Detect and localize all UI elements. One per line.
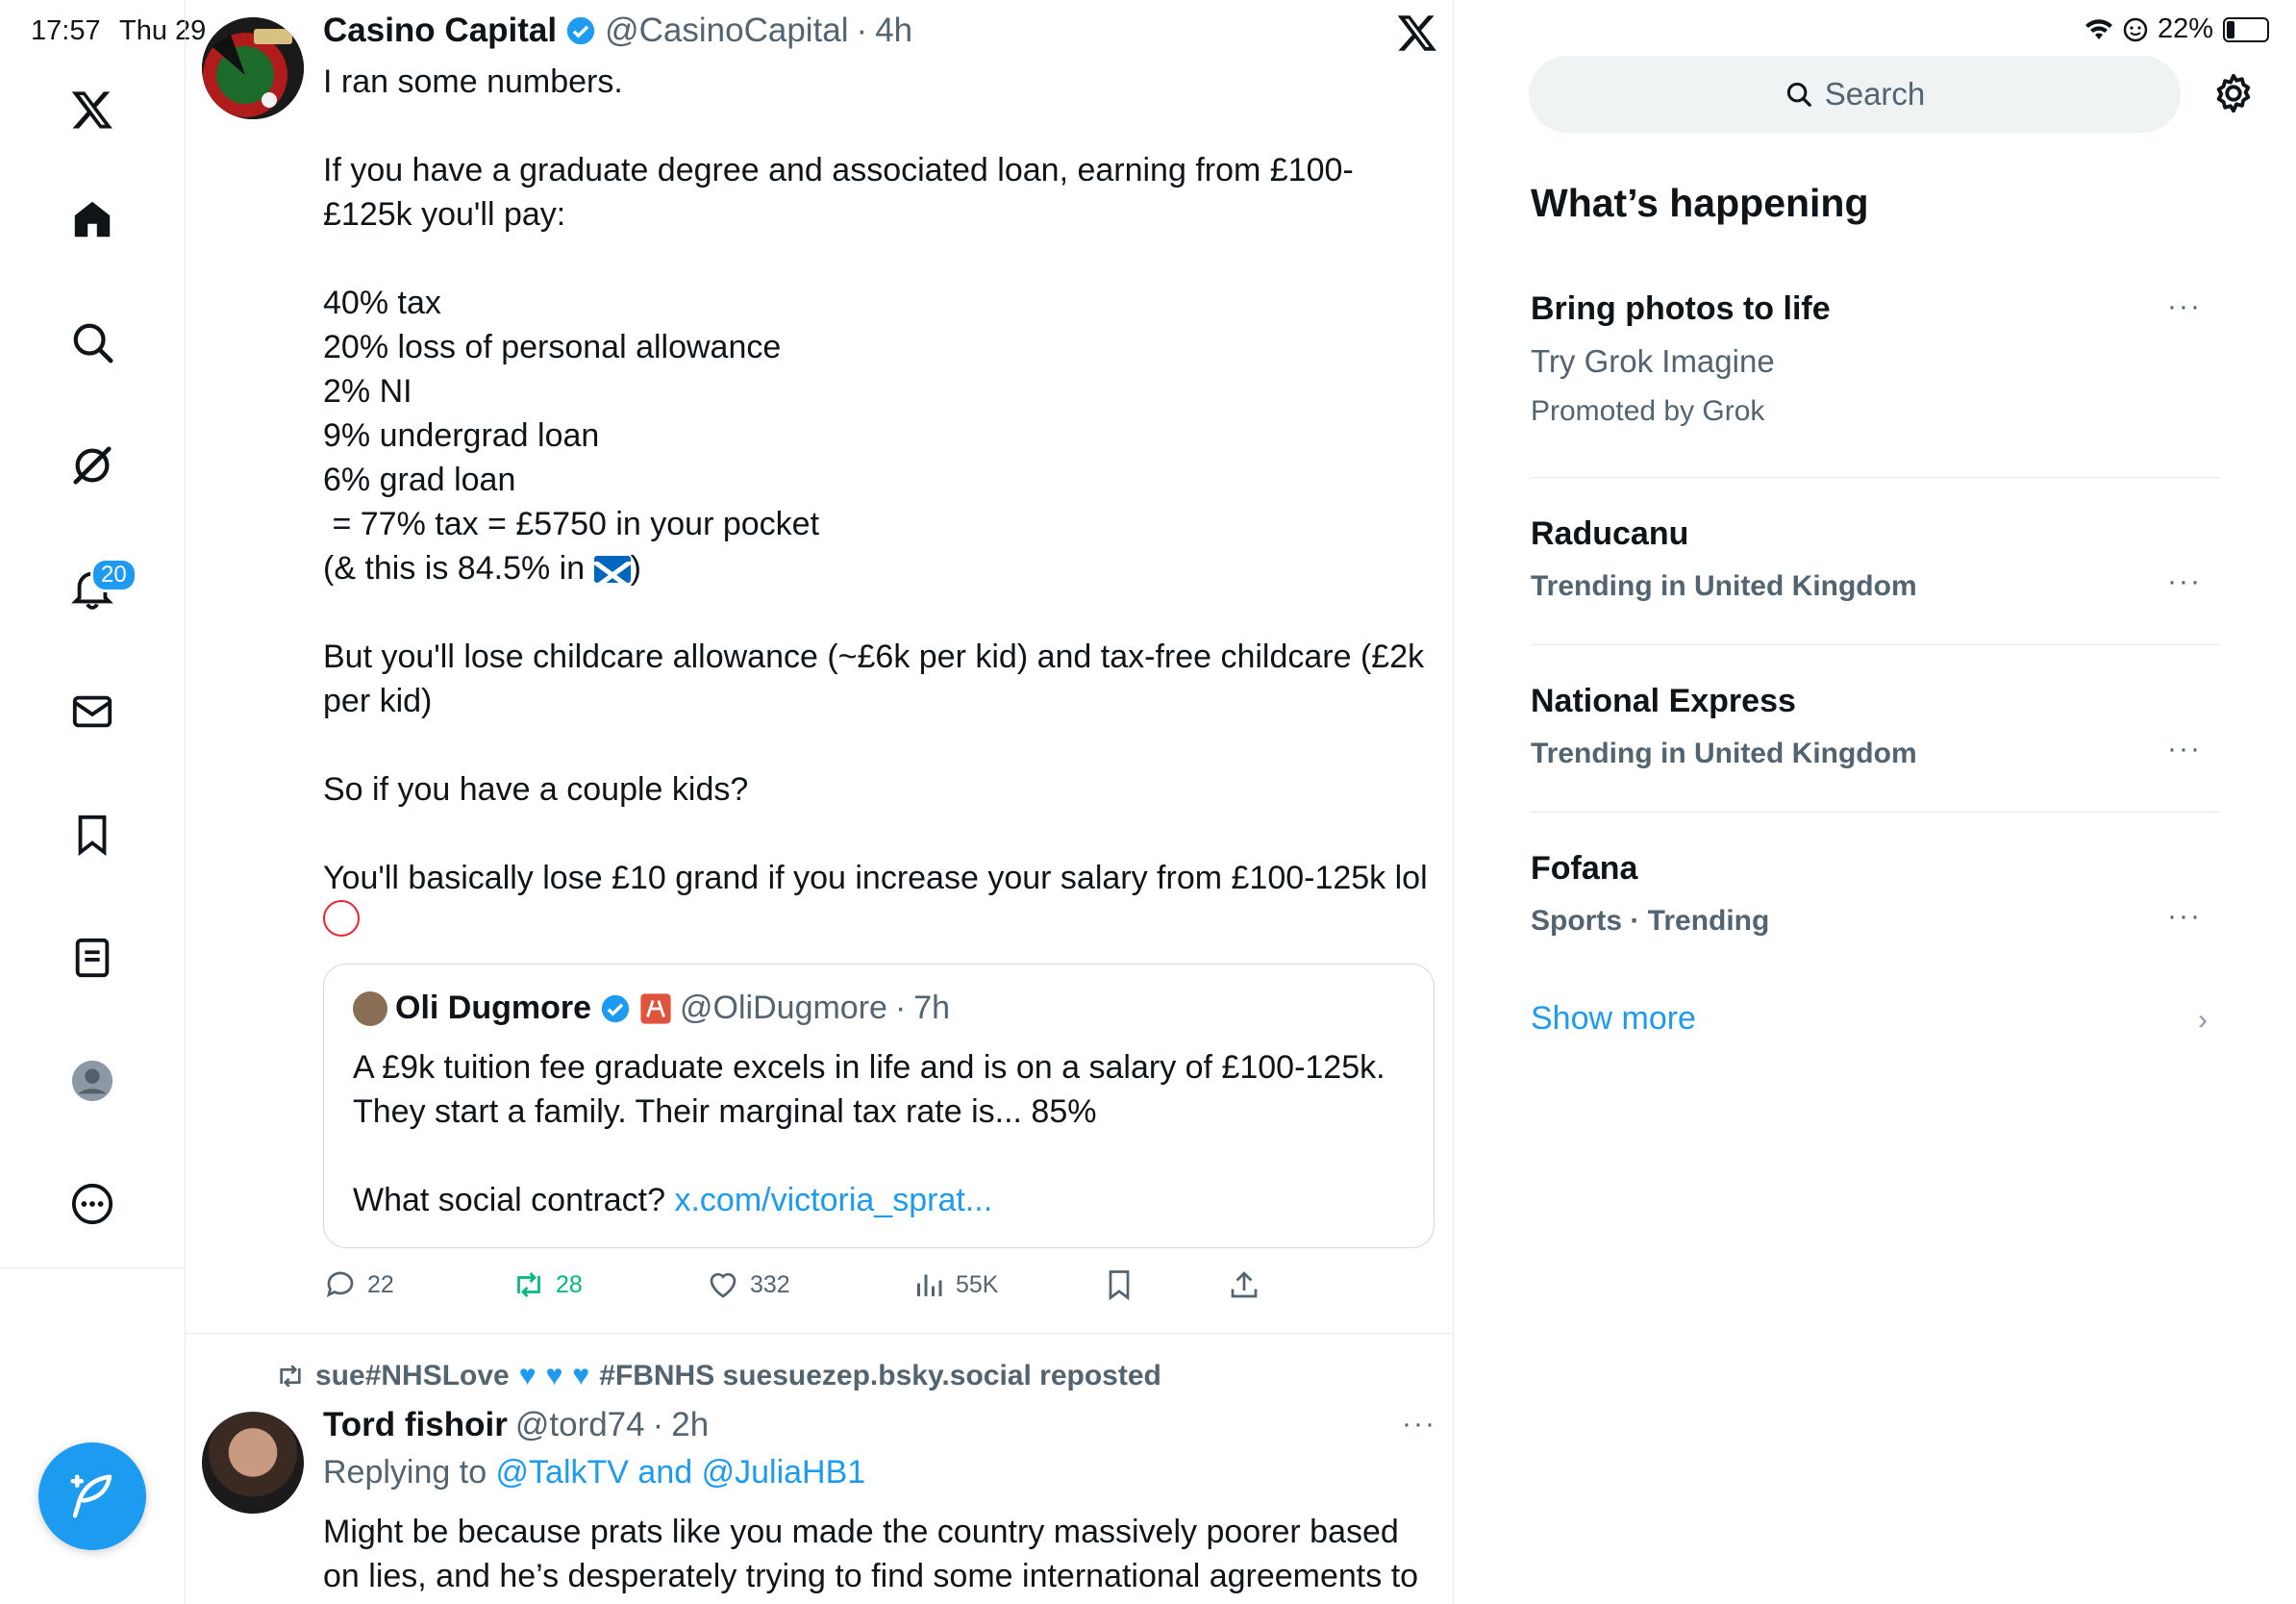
tweet-text-part-a: I ran some numbers. If you have a graduate degree and associated loan, earning from £100-£125k you'll pay: 40% tax 20% loss of personal allowance 2% NI 9% undergrad loan 6% grad loan = 77% tax = £5750 in your pocket (& this is 84.5% in — [323, 63, 1354, 587]
tweet-header — [323, 12, 912, 50]
x-logo-icon[interactable] — [62, 79, 123, 140]
repost-context[interactable] — [275, 1360, 1161, 1392]
separator-dot: · — [652, 1406, 664, 1443]
profile-avatar-icon[interactable] — [62, 1050, 123, 1112]
tweet-time[interactable]: 2h — [671, 1406, 710, 1443]
replying-to-users[interactable]: @TalkTV and @JuliaHB1 — [495, 1454, 866, 1491]
trend-title: National Express — [1531, 683, 1796, 719]
reply-button[interactable] — [323, 1267, 394, 1302]
view-count: 55K — [956, 1270, 999, 1298]
verified-badge-icon — [564, 14, 597, 47]
show-more-link[interactable]: Show more — [1531, 1000, 1696, 1037]
quoted-tweet-link[interactable]: x.com/victoria_sprat... — [674, 1182, 993, 1218]
blue-heart-icon: ♥ — [518, 1360, 537, 1391]
trend-subtitle: Sports · Trending — [1531, 905, 1770, 937]
tweet-more-options[interactable]: ··· — [1402, 1408, 1436, 1440]
wifi-icon — [2084, 18, 2113, 41]
trend-item[interactable] — [1531, 515, 2221, 603]
author-name[interactable]: Tord fishoir — [323, 1406, 508, 1443]
tord-fishoir-avatar[interactable] — [202, 1412, 304, 1514]
separator-dot: · — [894, 990, 907, 1026]
trend-promoted: Promoted by Grok — [1531, 395, 1765, 427]
like-count: 332 — [750, 1270, 790, 1298]
quoted-tweet-text — [353, 1045, 1410, 1222]
share-upload-icon — [1227, 1267, 1261, 1302]
like-button[interactable] — [706, 1267, 790, 1302]
affiliate-logo-icon — [639, 992, 672, 1025]
bookmark-icon — [1102, 1267, 1136, 1302]
left-nav — [0, 0, 186, 1604]
bookmarks-icon[interactable] — [62, 804, 123, 865]
status-time: 17:57 — [31, 15, 101, 46]
trend-subtitle: Try Grok Imagine — [1531, 343, 1775, 379]
quoted-author-name[interactable]: Oli Dugmore — [395, 990, 592, 1026]
lists-icon[interactable] — [62, 927, 123, 989]
repost-arrows-icon — [275, 1361, 306, 1391]
quoted-author-handle[interactable]: @OliDugmore — [680, 990, 887, 1026]
compose-post-button[interactable] — [38, 1442, 146, 1550]
trend-more-options[interactable]: ··· — [2167, 565, 2202, 597]
tweet2-text: Might be because prats like you made the country massively poorer based on lies, and he’s desperately trying to find some international agreements to — [323, 1514, 1419, 1594]
search-icon — [1784, 80, 1813, 109]
replying-to-line — [323, 1454, 865, 1491]
bookmark-button[interactable] — [1102, 1267, 1136, 1302]
reply-bubble-icon — [323, 1267, 358, 1302]
quoted-tweet-header — [353, 990, 950, 1027]
close-x-icon[interactable] — [1396, 12, 1438, 54]
grok-icon[interactable] — [62, 435, 123, 496]
trend-subtitle: Trending in United Kingdom — [1531, 570, 1917, 602]
battery-icon — [2223, 17, 2269, 42]
verified-badge-icon — [599, 992, 632, 1025]
blue-heart-icon: ♥ — [572, 1360, 590, 1391]
reply-count: 22 — [367, 1270, 394, 1298]
trend-divider — [1531, 812, 2221, 813]
quoted-tweet-card[interactable] — [323, 964, 1435, 1248]
trend-title: Bring photos to life — [1531, 290, 1831, 327]
heart-icon — [706, 1267, 740, 1302]
clown-face-icon — [323, 900, 360, 937]
tweet-actions-bar — [323, 1267, 1438, 1310]
quoted-tweet-body: A £9k tuition fee graduate excels in life and is on a salary of £100-125k. They start a family. Their marginal tax rate is... 85% What social contract? — [353, 1049, 1385, 1218]
repost-context-suffix: #FBNHS suesuezep.bsky.social reposted — [599, 1360, 1161, 1391]
trend-title: Fofana — [1531, 850, 1638, 887]
nav-divider — [0, 1267, 185, 1268]
status-date: Thu 29 — [119, 15, 207, 46]
search-icon[interactable] — [62, 312, 123, 373]
focus-mode-icon — [2123, 17, 2148, 42]
trend-divider — [1531, 477, 2221, 478]
casino-capital-avatar[interactable] — [202, 17, 304, 119]
trend-divider — [1531, 644, 2221, 645]
messages-envelope-icon[interactable] — [62, 681, 123, 742]
whats-happening-title: What’s happening — [1531, 181, 1869, 225]
share-button[interactable] — [1227, 1267, 1261, 1302]
search-placeholder: Search — [1824, 76, 1926, 112]
repost-count: 28 — [556, 1270, 583, 1298]
battery-fill — [2227, 21, 2234, 38]
trend-more-options[interactable]: ··· — [2167, 733, 2202, 764]
views-button[interactable] — [911, 1267, 998, 1302]
repost-button[interactable] — [512, 1267, 583, 1302]
chevron-right-icon: › — [2198, 1004, 2208, 1036]
author-name[interactable]: Casino Capital — [323, 12, 558, 49]
tweet2-header — [323, 1406, 709, 1444]
search-bar[interactable] — [1529, 56, 2181, 133]
trend-title: Raducanu — [1531, 515, 1689, 552]
oli-dugmore-avatar[interactable] — [353, 991, 387, 1026]
tweet-text-part-b: ) But you'll lose childcare allowance (~£6k per kid) and tax-free childcare (£2k per kid) So if you have a couple kids? You'll basically lose £10 grand if you increase your salary from £100-125k lol — [323, 550, 1428, 896]
author-handle[interactable]: @tord74 — [514, 1406, 645, 1443]
separator-dot: · — [856, 12, 868, 49]
status-indicators — [2084, 13, 2269, 45]
repost-arrows-icon — [512, 1267, 546, 1302]
scotland-flag-icon — [594, 556, 631, 583]
author-handle[interactable]: @CasinoCapital — [605, 12, 849, 49]
settings-gear-icon[interactable] — [2211, 71, 2256, 115]
more-circle-icon[interactable] — [62, 1173, 123, 1235]
trend-item[interactable] — [1531, 683, 2221, 770]
blue-heart-icon: ♥ — [545, 1360, 563, 1391]
tweet-divider — [186, 1333, 1453, 1334]
trend-more-options[interactable]: ··· — [2167, 900, 2202, 932]
trend-more-options[interactable]: ··· — [2167, 290, 2202, 322]
trend-item[interactable] — [1531, 850, 2221, 938]
notifications-badge: 20 — [90, 558, 137, 592]
tweet-time[interactable]: 4h — [875, 12, 913, 49]
quoted-tweet-time[interactable]: 7h — [913, 990, 951, 1026]
replying-prefix: Replying to — [323, 1454, 496, 1491]
trend-subtitle: Trending in United Kingdom — [1531, 738, 1917, 769]
tweet-text — [323, 60, 1438, 948]
views-bar-chart-icon — [911, 1267, 946, 1302]
home-icon[interactable] — [62, 188, 123, 250]
trend-item[interactable] — [1531, 290, 2221, 428]
compose-feather-icon — [66, 1470, 118, 1522]
repost-context-name: sue#NHSLove — [315, 1360, 510, 1391]
battery-percent: 22% — [2157, 13, 2213, 44]
